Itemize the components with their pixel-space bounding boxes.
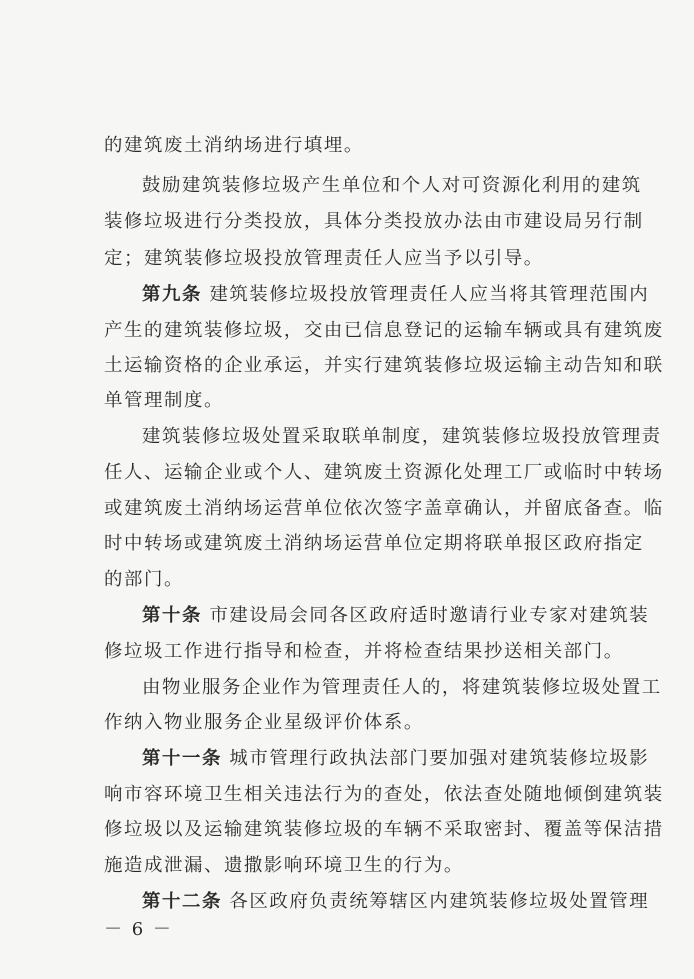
text-line bbox=[104, 129, 624, 163]
line-text: 产生的建筑装修垃圾，交由已信息登记的运输车辆或具有建筑废 bbox=[104, 320, 664, 341]
line-text: 各区政府负责统筹辖区内建筑装修垃圾处置管理 bbox=[229, 891, 650, 912]
paragraph-start-line bbox=[142, 420, 662, 454]
text-line bbox=[104, 314, 664, 348]
article-heading-line bbox=[142, 885, 650, 919]
line-text: 的建筑废土消纳场进行填埋。 bbox=[104, 135, 364, 156]
paragraph-start-line bbox=[142, 671, 662, 705]
text-line bbox=[104, 242, 624, 276]
line-text: 时中转场或建筑废土消纳场运营单位定期将联单报区政府指定 bbox=[104, 533, 644, 554]
text-line bbox=[104, 563, 624, 597]
article-heading-line bbox=[142, 742, 650, 776]
line-text: 响市容环境卫生相关违法行为的查处，依法查处随地倾倒建筑装 bbox=[104, 784, 664, 805]
text-line bbox=[104, 492, 664, 526]
line-text: 定；建筑装修垃圾投放管理责任人应当予以引导。 bbox=[104, 248, 544, 269]
article-heading: 第十条 bbox=[142, 605, 202, 626]
text-line bbox=[104, 635, 624, 669]
text-line bbox=[104, 813, 664, 847]
line-text: 的部门。 bbox=[104, 569, 184, 590]
line-text: 土运输资格的企业承运，并实行建筑装修垃圾运输主动告知和联 bbox=[104, 355, 664, 376]
line-text: 市建设局会同各区政府适时邀请行业专家对建筑装 bbox=[209, 605, 650, 626]
text-line bbox=[104, 349, 664, 383]
line-text: 修垃圾以及运输建筑装修垃圾的车辆不采取密封、覆盖等保洁措 bbox=[104, 819, 664, 840]
article-heading: 第十一条 bbox=[142, 748, 222, 769]
page-number: － 6 － bbox=[104, 919, 173, 940]
text-line bbox=[104, 456, 664, 490]
line-text: 或建筑废土消纳场运营单位依次签字盖章确认，并留底备查。临 bbox=[104, 498, 664, 519]
line-text: 单管理制度。 bbox=[104, 390, 224, 411]
line-text: 建筑装修垃圾投放管理责任人应当将其管理范围内 bbox=[209, 284, 650, 305]
article-heading: 第九条 bbox=[142, 284, 202, 305]
text-line bbox=[104, 205, 644, 239]
paragraph-start-line bbox=[142, 169, 642, 203]
line-text: 修垃圾工作进行指导和检查，并将检查结果抄送相关部门。 bbox=[104, 641, 624, 662]
article-heading: 第十二条 bbox=[142, 891, 222, 912]
line-text: 装修垃圾进行分类投放，具体分类投放办法由市建设局另行制 bbox=[104, 211, 644, 232]
article-heading-line bbox=[142, 599, 650, 633]
article-heading-line bbox=[142, 278, 650, 312]
line-text: 施造成泄漏、遗撒影响环境卫生的行为。 bbox=[104, 855, 464, 876]
line-text: 鼓励建筑装修垃圾产生单位和个人对可资源化利用的建筑 bbox=[142, 175, 642, 196]
line-text: 任人、运输企业或个人、建筑废土资源化处理工厂或临时中转场 bbox=[104, 462, 664, 483]
text-line bbox=[104, 706, 624, 740]
line-text: 由物业服务企业作为管理责任人的，将建筑装修垃圾处置工 bbox=[142, 677, 662, 698]
line-text: 建筑装修垃圾处置采取联单制度，建筑装修垃圾投放管理责 bbox=[142, 426, 662, 447]
line-text: 作纳入物业服务企业星级评价体系。 bbox=[104, 712, 424, 733]
text-line bbox=[104, 527, 644, 561]
text-line bbox=[104, 778, 664, 812]
text-line bbox=[104, 849, 624, 883]
text-line bbox=[104, 384, 624, 418]
line-text: 城市管理行政执法部门要加强对建筑装修垃圾影 bbox=[229, 748, 650, 769]
